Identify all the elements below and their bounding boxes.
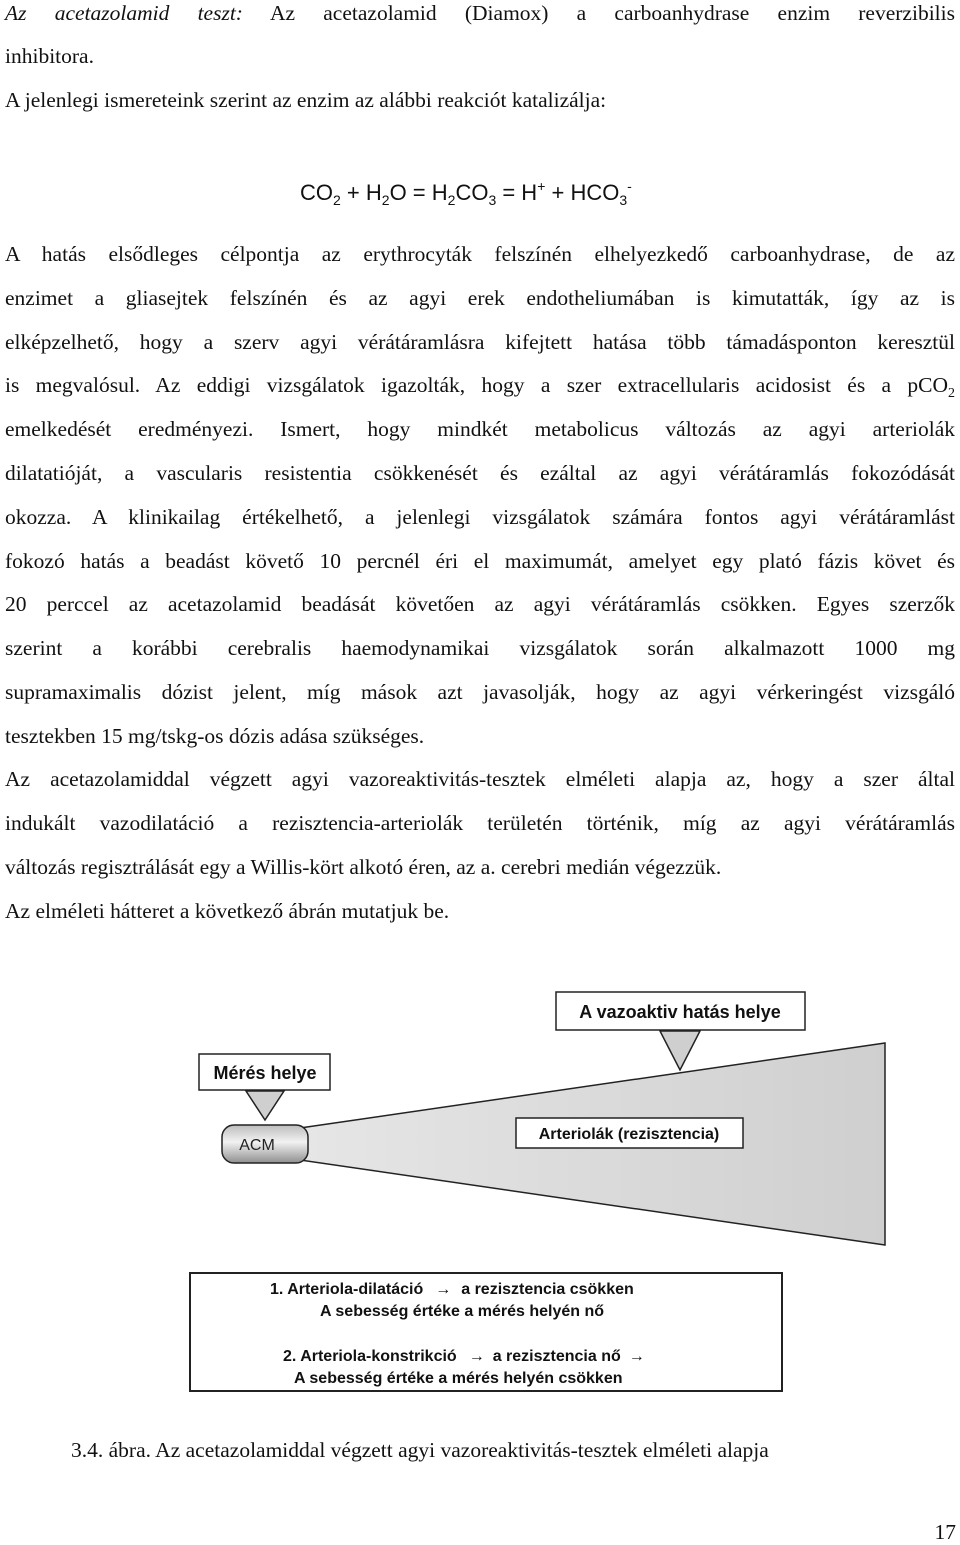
text-line-9: dilatatióját, a vascularis resistentia csökkenését és ezáltal az agyi vérátáramlás fokozódását [5,461,955,485]
arrow-icon: → [435,1281,452,1298]
formula-sub: 3 [619,192,628,208]
text-line-15: tesztekben 15 mg/tskg-os dózis adása szükséges. [5,724,425,748]
figure-caption: 3.4. ábra. Az acetazolamiddal végzett agyi vazoreaktivitás-tesztek elméleti alapja [71,1438,769,1462]
text-line-14: supramaximalis dózist jelent, míg mások azt javasolják, hogy az agyi vérkeringést vizsgáló [5,680,955,704]
text-line-7-main: is megvalósul. Az eddigi vizsgálatok igazolták, hogy a szer extracellularis acidosist és a pCO [5,373,948,397]
acm-label: ACM [239,1137,275,1154]
reaction-formula [300,178,632,208]
formula-part: + H [340,180,382,205]
vasoactive-site-label: A vazoaktiv hatás helye [579,1002,781,1022]
box-line-1b: a rezisztencia csökken [461,1281,634,1298]
formula-sup: + [537,178,546,194]
page-number: 17 [934,1520,956,1544]
text-line-1 [5,0,955,26]
formula-part: CO [300,180,333,205]
vasoactive-site-pointer [660,1031,700,1070]
arrow-icon: → [628,1348,645,1365]
arrow-icon: → [468,1348,485,1365]
measure-site-pointer [246,1091,284,1120]
text-line-10: okozza. A klinikailag értékelhető, a jelenlegi vizsgálatok számára fontos agyi vérátáramlást [5,505,955,529]
measure-site-label: Mérés helye [213,1063,317,1083]
formula-sub: 2 [333,192,341,208]
text-line-5: enzimet a gliasejtek felszínén és az agyi erek endotheliumában is kimutatták, így az is [5,286,955,310]
text-line-4: A hatás elsődleges célpontja az erythrocyták felszínén elhelyezkedő carboanhydrase, de az [5,242,955,266]
text-line-19: Az elméleti hátteret a következő ábrán mutatjuk be. [5,899,450,923]
text-line-7-sub: 2 [948,386,955,401]
text-line-13: szerint a korábbi cerebralis haemodynamikai vizsgálatok során alkalmazott 1000 mg [5,636,955,660]
section-lead: Az acetazolamid teszt: [5,1,243,25]
text-line-6: elképzelhető, hogy a szerv agyi vérátáramlásra kifejtett hatása több támadásponton keresztül [5,330,955,354]
text-line-7 [5,372,955,407]
text-line-11: fokozó hatás a beadást követő 10 percnél éri el maximumát, amelyet egy plató fázis követ és [5,549,955,573]
box-line-2: A sebesség értéke a mérés helyén nő [320,1303,604,1320]
formula-part: = H [496,180,538,205]
text-line-18: változás regisztrálását egy a Willis-kört alkotó éren, az a. cerebri medián végezzük. [5,855,722,879]
text-line-8: emelkedését eredményezi. Ismert, hogy mindkét metabolicus változás az agyi arteriolák [5,417,955,441]
formula-part: CO [455,180,489,205]
box-line-4: A sebesség értéke a mérés helyén csökken [294,1370,623,1387]
text-line-16: Az acetazolamiddal végzett agyi vazoreaktivitás-tesztek elméleti alapja az, hogy a szer által [5,767,955,791]
text-line-1-rest: Az acetazolamid (Diamox) a carboanhydrase enzim reverzibilis [242,1,955,25]
arteriole-label: Arteriolák (rezisztencia) [538,1126,720,1143]
box-line-1a: 1. Arteriola-dilatáció [270,1281,424,1298]
figure-diagram [0,985,960,1395]
text-line-17: indukált vazodilatáció a rezisztencia-arteriolák területén történik, míg az agyi vérátáramlás [5,811,955,835]
formula-sub: 2 [447,192,456,208]
formula-sub: 2 [381,192,390,208]
formula-sup: - [627,178,632,194]
box-line-3b: a rezisztencia nő [492,1348,621,1365]
text-line-2: inhibitora. [5,44,94,68]
formula-part: + HCO [545,180,620,205]
formula-part: O = H [389,180,448,205]
formula-sub: 3 [488,192,497,208]
box-line-3a: 2. Arteriola-konstrikció [283,1348,457,1365]
text-line-3: A jelenlegi ismereteink szerint az enzim az alábbi reakciót katalizálja: [5,88,607,112]
text-line-12: 20 perccel az acetazolamid beadását követően az agyi vérátáramlás csökken. Egyes szerzők [5,592,955,616]
